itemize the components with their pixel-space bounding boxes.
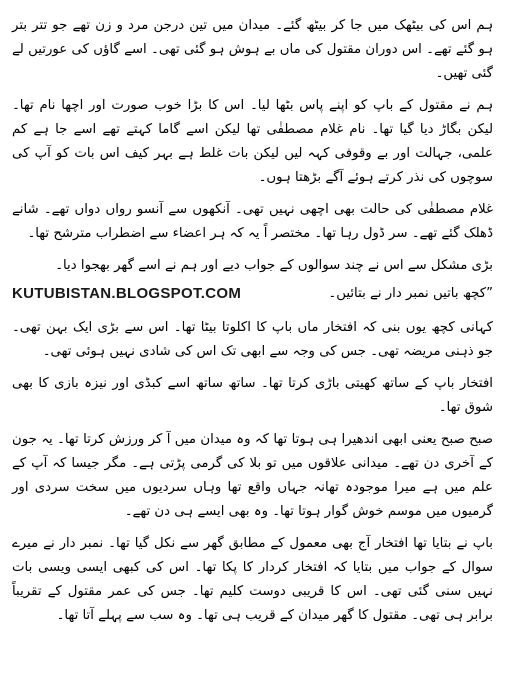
- paragraph-6: افتخار باپ کے ساتھ کھیتی باڑی کرتا تھا۔ ساتھ ساتھ اسے کبڈی اور نیزہ بازی کا بھی شوق تھا۔: [12, 376, 493, 415]
- quote-row: [12, 280, 493, 308]
- paragraph-gap: [12, 190, 493, 198]
- paragraph-gap: [12, 364, 493, 372]
- paragraph-7: صبح صبح یعنی ابھی اندھیرا ہی ہوتا تھا کہ وہ میدان میں آ کر ورزش کرتا تھا۔ یہ جون کے آخری دن تھے۔ میدانی علاقوں میں تو بلا کی گرمی پڑتی ہے۔ مگر جیسا کہ آپ کے علم میں ہے میرا موجودہ تھانہ جہاں واقع تھا وہاں سردیوں میں سخت سردی اور گرمیوں میں موسم خوش گوار ہوتا تھا۔ وہ بھی ایسے ہی دن تھے۔: [12, 432, 493, 519]
- paragraph-gap: [12, 524, 493, 532]
- watermark: KUTUBISTAN.BLOGSPOT.COM: [12, 285, 242, 302]
- paragraph-4: بڑی مشکل سے اس نے چند سوالوں کے جواب دیے اور ہم نے اسے گھر بھجوا دیا۔: [55, 258, 493, 273]
- paragraph-8: باپ نے بتایا تھا افتخار آج بھی معمول کے مطابق گھر سے نکل گیا تھا۔ نمبر دار نے میرے سوال کے جواب میں بتایا کہ افتخار کردار کا پکا تھا۔ اس کی کبھی ایسی ویسی بات نہیں سنی گئی تھی۔ اس کا قریبی دوست کلیم تھا۔ جس کی عمر مقتول کے تقریباً برابر ہی تھی۔ مقتول کا گھر میدان کے قریب ہی تھا۔ وہ سب سے پہلے آتا تھا۔: [12, 536, 493, 623]
- paragraph-gap: [12, 420, 493, 428]
- paragraph-2: ہم نے مقتول کے باپ کو اپنے پاس بٹھا لیا۔ اس کا بڑا خوب صورت اور اچھا نام تھا۔ لیکن بگاڑ دیا گیا تھا۔ نام غلام مصطفٰی تھا لیکن اسے گاما کہتے تھے اسے جا ہے کم علمی، جہالت اور بے وقوفی کہہ لیں لیکن بات غلط ہے بہر کیف اس بات کو آپ کی سوچوں کی نذر کرتے ہوئے آگے بڑھتا ہوں۔: [12, 98, 493, 185]
- paragraph-5: کہانی کچھ یوں بنی کہ افتخار ماں باپ کا اکلوتا بیٹا تھا۔ اس سے بڑی ایک بہن تھی۔ جو ذہنی مریضہ تھی۔ جس کی وجہ سے ابھی تک اس کی شادی نہیں ہوئی تھی۔: [12, 320, 493, 359]
- paragraph-gap: [12, 308, 493, 316]
- quote-line: ”کچھ باتیں نمبر دار نے بتائیں۔: [328, 286, 493, 301]
- paragraph-gap: [12, 246, 493, 254]
- paragraph-1: ہم اس کی بیٹھک میں جا کر بیٹھ گئے۔ میدان میں تین درجن مرد و زن تھے جو تتر بتر ہو گئے تھے۔ اس دوران مقتول کی ماں بے ہوش ہو گئی تھی۔ اسے گاؤں کی عورتیں لے گئی تھیں۔: [12, 18, 493, 81]
- paragraph-gap: [12, 86, 493, 94]
- paragraph-3: غلام مصطفٰی کی حالت بھی اچھی نہیں تھی۔ آنکھوں سے آنسو رواں دواں تھے۔ شانے ڈھلک گئے تھے۔ سر ڈول رہا تھا۔ مختصر اً یہ کہ ہر اعضاء سے اضطراب مترشح تھا۔: [12, 202, 493, 241]
